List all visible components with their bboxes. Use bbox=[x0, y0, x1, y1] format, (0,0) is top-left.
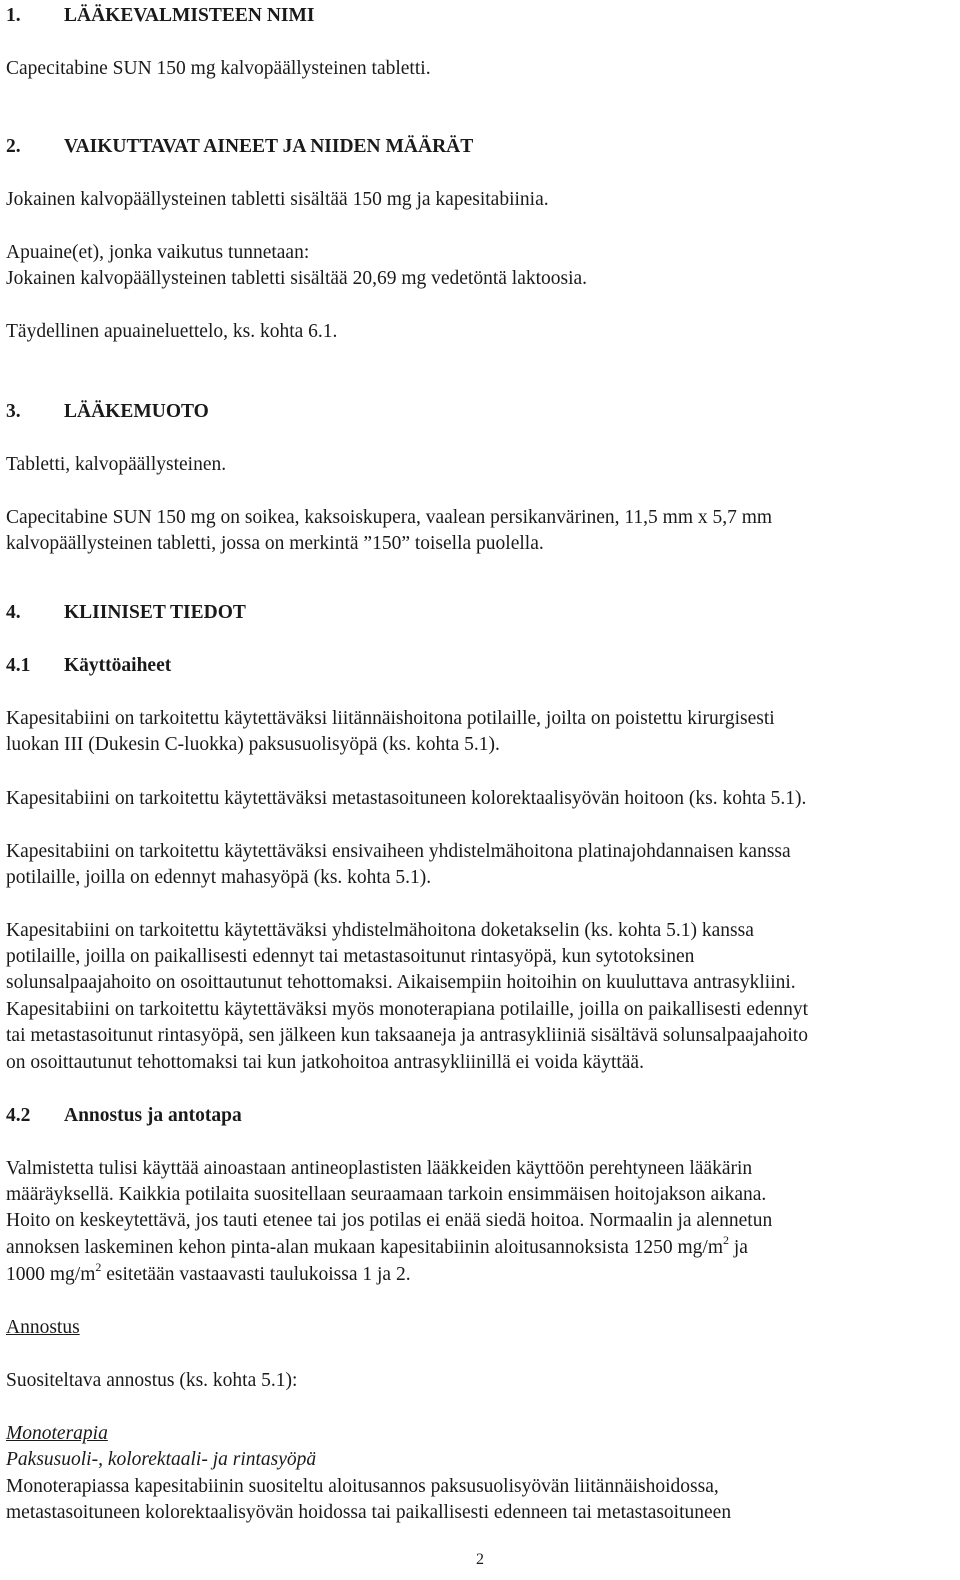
section-title: Annostus ja antotapa bbox=[64, 1105, 242, 1126]
paragraph-line bbox=[6, 1262, 411, 1288]
section-number: 2. bbox=[6, 136, 21, 157]
section-number: 3. bbox=[6, 401, 21, 422]
section-3-heading bbox=[6, 399, 209, 425]
section-title: LÄÄKEMUOTO bbox=[64, 401, 209, 422]
paragraph-line: potilaille, joilla on edennyt mahasyöpä (ks. kohta 5.1). bbox=[6, 867, 432, 888]
paragraph-line: Kapesitabiini on tarkoitettu käytettäväksi liitännäishoitona potilaille, joilta on poistettu kirurgisesti bbox=[6, 708, 775, 729]
section-1-heading bbox=[6, 3, 314, 29]
text-run: ja bbox=[729, 1237, 748, 1258]
paragraph-line: on osoittautunut tehottomaksi tai kun jatkohoitoa antrasykliinillä ei voida käyttää. bbox=[6, 1052, 644, 1073]
paragraph-line: Valmistetta tulisi käyttää ainoastaan antineoplastisten lääkkeiden käyttöön perehtyneen lääkärin bbox=[6, 1158, 753, 1179]
paragraph-line: metastasoituneen kolorektaalisyövän hoidossa tai paikallisesti edenneen tai metastasoituneen bbox=[6, 1502, 732, 1523]
paragraph-line: potilaille, joilla on paikallisesti edennyt tai metastasoitunut rintasyöpä, kun sytotoksinen bbox=[6, 946, 695, 967]
paragraph-line: solunsalpaajahoito on osoittautunut tehottomaksi. Aikaisempiin hoitoihin on kuuluttava antrasykliini. bbox=[6, 972, 796, 993]
paragraph-line: Kapesitabiini on tarkoitettu käytettäväksi myös monoterapiana potilaille, joilla on paikallisesti edennyt bbox=[6, 999, 809, 1020]
superscript: 2 bbox=[95, 1260, 102, 1274]
text-run: 1000 mg/m bbox=[6, 1264, 96, 1285]
text-run: annoksen laskeminen kehon pinta-alan mukaan kapesitabiinin aloitusannoksista 1250 mg/m bbox=[6, 1237, 724, 1258]
indication-subheading: Paksusuoli-, kolorektaali- ja rintasyöpä bbox=[6, 1449, 317, 1470]
section-title: VAIKUTTAVAT AINEET JA NIIDEN MÄÄRÄT bbox=[64, 136, 474, 157]
paragraph: Kapesitabiini on tarkoitettu käytettäväksi metastasoituneen kolorektaalisyövän hoitoon (ks. kohta 5.1). bbox=[6, 788, 807, 809]
paragraph: Tabletti, kalvopäällysteinen. bbox=[6, 454, 227, 475]
page-number: 2 bbox=[476, 1551, 484, 1568]
paragraph-line: Kapesitabiini on tarkoitettu käytettäväksi ensivaiheen yhdistelmähoitona platinajohdannaisen kanssa bbox=[6, 841, 791, 862]
paragraph-line: Monoterapiassa kapesitabiinin suositeltu aloitusannos paksusuolisyövän liitännäishoidossa, bbox=[6, 1476, 719, 1497]
paragraph-line bbox=[6, 1235, 748, 1261]
product-name: Capecitabine SUN 150 mg kalvopäällysteinen tabletti. bbox=[6, 58, 431, 79]
paragraph-line: Apuaine(et), jonka vaikutus tunnetaan: bbox=[6, 242, 310, 263]
section-title: Käyttöaiheet bbox=[64, 655, 172, 676]
section-title: KLIINISET TIEDOT bbox=[64, 602, 246, 623]
text-run: esitetään vastaavasti taulukoissa 1 ja 2. bbox=[101, 1264, 411, 1285]
paragraph-line: Jokainen kalvopäällysteinen tabletti sisältää 20,69 mg vedetöntä laktoosia. bbox=[6, 268, 588, 289]
section-4-2-heading bbox=[6, 1103, 242, 1129]
section-title: LÄÄKEVALMISTEEN NIMI bbox=[64, 5, 315, 26]
section-number: 4.2 bbox=[6, 1105, 31, 1126]
paragraph-line: Kapesitabiini on tarkoitettu käytettäväksi yhdistelmähoitona doketakselin (ks. kohta 5.1) kanssa bbox=[6, 920, 754, 941]
section-number: 4. bbox=[6, 602, 21, 623]
section-2-heading bbox=[6, 134, 473, 160]
paragraph: Jokainen kalvopäällysteinen tabletti sisältää 150 mg ja kapesitabiinia. bbox=[6, 189, 549, 210]
section-number: 1. bbox=[6, 5, 21, 26]
paragraph-line: kalvopäällysteinen tabletti, jossa on merkintä ”150” toisella puolella. bbox=[6, 533, 544, 554]
paragraph-line: määräyksellä. Kaikkia potilaita suositellaan seuraamaan tarkoin ensimmäisen hoitojakson aikana. bbox=[6, 1184, 767, 1205]
paragraph-line: tai metastasoitunut rintasyöpä, sen jälkeen kun taksaaneja ja antrasykliiniä sisältävä solunsalpaajahoito bbox=[6, 1025, 808, 1046]
superscript: 2 bbox=[723, 1233, 730, 1247]
section-4-1-heading bbox=[6, 653, 171, 679]
paragraph: Suositeltava annostus (ks. kohta 5.1): bbox=[6, 1370, 298, 1391]
section-number: 4.1 bbox=[6, 655, 31, 676]
section-4-heading bbox=[6, 600, 246, 626]
paragraph: Täydellinen apuaineluettelo, ks. kohta 6.1. bbox=[6, 321, 338, 342]
annostus-subheading: Annostus bbox=[6, 1317, 80, 1338]
monoterapia-subheading: Monoterapia bbox=[6, 1423, 108, 1444]
paragraph-line: luokan III (Dukesin C-luokka) paksusuolisyöpä (ks. kohta 5.1). bbox=[6, 734, 500, 755]
paragraph-line: Capecitabine SUN 150 mg on soikea, kaksoiskupera, vaalean persikanvärinen, 11,5 mm x 5,7 mm bbox=[6, 507, 773, 528]
paragraph-line: Hoito on keskeytettävä, jos tauti etenee tai jos potilas ei enää siedä hoitoa. Normaalin ja alennetun bbox=[6, 1210, 773, 1231]
